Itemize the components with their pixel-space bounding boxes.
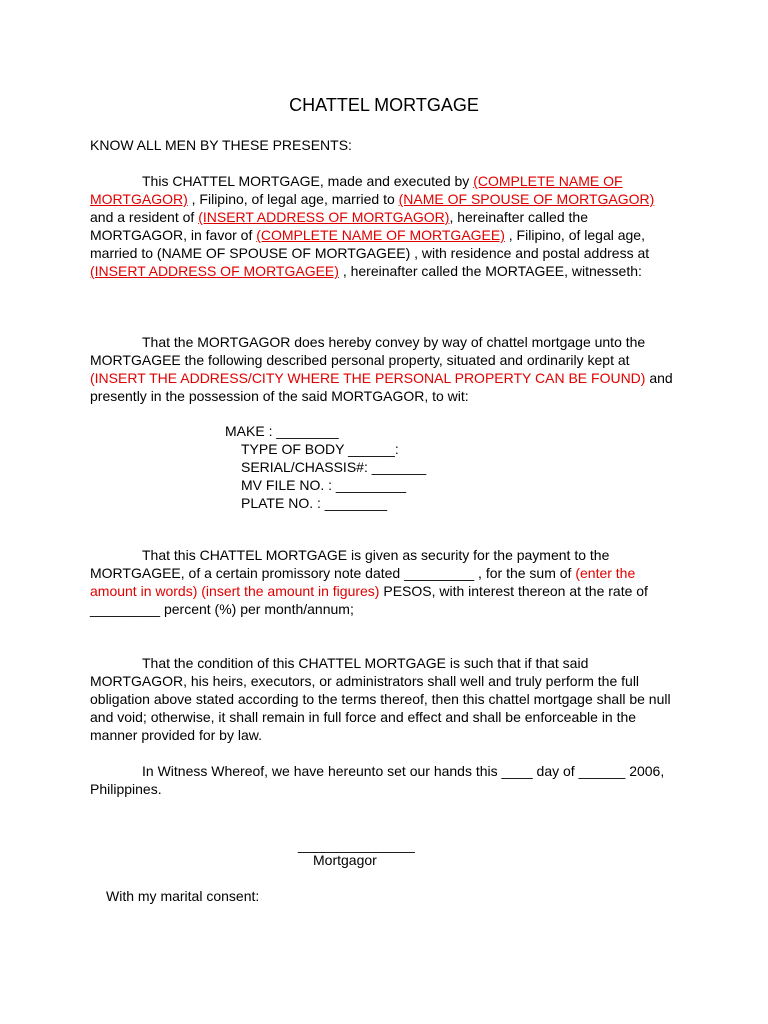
document-title: CHATTEL MORTGAGE — [289, 95, 479, 115]
text-segment: and presently in the possession of the said MORTGAGOR, to wit: — [90, 370, 673, 404]
vehicle-serial-chassis: SERIAL/CHASSIS#: _______ — [241, 459, 427, 475]
signature-label-mortgagor: Mortgagor — [313, 852, 377, 868]
placeholder-amount: (enter the amount in words) (insert the amount in figures) — [90, 565, 636, 599]
placeholder-mortgagor-address: (INSERT ADDRESS OF MORTGAGOR) — [198, 209, 450, 225]
paragraph-property — [90, 333, 680, 405]
placeholder-mortgagee-address: (INSERT ADDRESS OF MORTGAGEE) — [90, 263, 339, 279]
vehicle-make: MAKE : ________ — [225, 423, 339, 439]
text-segment: , hereinafter called the MORTAGEE, witnesseth: — [338, 263, 642, 279]
paragraph-witness — [90, 762, 680, 798]
text-segment: That the condition of this CHATTEL MORTGAGE is such that if that said MORTGAGOR, his heirs, executors, or administrators shall well and truly perform the full obligation above stated according to the terms thereof, then this chattel mortgage shall be null and void; otherwise, it shall remain in full force and effect and shall be enforceable in the manner provided for by law. — [90, 655, 671, 743]
placeholder-mortgagor-name: (COMPLETE NAME OF MORTGAGOR) — [90, 173, 623, 207]
text-segment: and a resident of — [90, 209, 199, 225]
paragraph-condition — [90, 654, 680, 744]
text-segment: That the MORTGAGOR does hereby convey by way of chattel mortgage unto the MORTGAGEE the following described personal property, situated and ordinarily kept at — [90, 334, 646, 368]
text-segment: In Witness Whereof, we have hereunto set our hands this ____ day of ______ 2006, Philippines. — [90, 763, 665, 797]
text-segment: This CHATTEL MORTGAGE, made and executed by — [142, 173, 474, 189]
text-segment: , hereinafter called the MORTGAGOR, in favor of — [90, 209, 588, 243]
placeholder-property-address: (INSERT THE ADDRESS/CITY WHERE THE PERSONAL PROPERTY CAN BE FOUND) — [90, 370, 646, 386]
opening-line: KNOW ALL MEN BY THESE PRESENTS: — [90, 137, 352, 153]
placeholder-mortgagor-spouse: (NAME OF SPOUSE OF MORTGAGOR) — [398, 191, 655, 207]
text-segment: , Filipino, of legal age, married to — [187, 191, 399, 207]
marital-consent-line: With my marital consent: — [106, 888, 260, 904]
text-segment: , Filipino, of legal age, married to (NAME OF SPOUSE OF MORTGAGEE) , with residence and postal address at — [90, 227, 650, 261]
signature-line: _______________ — [298, 837, 415, 853]
text-segment: That this CHATTEL MORTGAGE is given as security for the payment to the MORTGAGEE, of a certain promissory note dated _________ , for the sum of — [90, 547, 610, 581]
paragraph-parties — [90, 172, 680, 280]
placeholder-mortgagee-name: (COMPLETE NAME OF MORTGAGEE) — [256, 227, 505, 243]
vehicle-mv-file-no: MV FILE NO. : _________ — [241, 477, 406, 493]
vehicle-type-of-body: TYPE OF BODY ______: — [241, 441, 399, 457]
text-segment: PESOS, with interest thereon at the rate of _________ percent (%) per month/annum; — [90, 583, 648, 617]
paragraph-security — [90, 546, 680, 618]
vehicle-plate-no: PLATE NO. : ________ — [241, 495, 388, 511]
